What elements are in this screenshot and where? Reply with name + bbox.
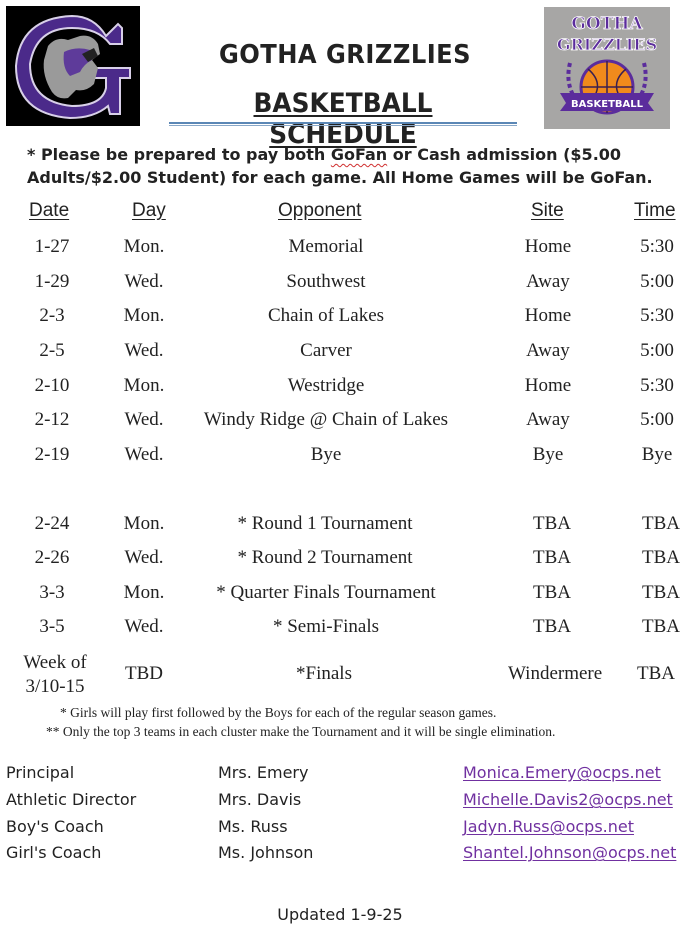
row-time: 5:30: [640, 236, 674, 257]
row-time: TBA: [637, 663, 675, 684]
row-opponent: * Round 2 Tournament: [237, 547, 413, 568]
row-date: 2-5: [39, 340, 65, 361]
row-opponent: Southwest: [286, 271, 366, 292]
row-site: Windermere: [508, 663, 603, 684]
contact-role: Athletic Director: [6, 790, 137, 809]
column-header-opponent: Opponent: [278, 200, 362, 221]
row-time: TBA: [642, 547, 680, 568]
row-time: 5:30: [640, 305, 674, 326]
column-header-date: Date: [29, 200, 70, 221]
title-divider-secondary: [169, 125, 517, 126]
column-header-time: Time: [634, 200, 676, 221]
row-time: 5:00: [640, 409, 674, 430]
row-opponent: *Finals: [296, 663, 352, 684]
row-site: Away: [526, 340, 570, 361]
row-opponent: * Quarter Finals Tournament: [216, 582, 436, 603]
row-day: TBD: [125, 663, 163, 684]
row-date: 2-19: [34, 444, 70, 465]
row-date: 1-27: [34, 236, 70, 257]
contact-role: Girl's Coach: [6, 843, 102, 862]
admission-notice: [27, 143, 677, 189]
row-opponent: Windy Ridge @ Chain of Lakes: [203, 409, 449, 430]
contact-name: Ms. Russ: [218, 817, 288, 836]
updated-date: Updated 1-9-25: [277, 905, 403, 924]
row-site: Home: [524, 305, 572, 326]
row-date: 2-3: [39, 305, 65, 326]
contact-role: Boy's Coach: [6, 817, 104, 836]
row-site: Away: [526, 271, 570, 292]
svg-text:GRIZZLIES: GRIZZLIES: [556, 35, 658, 54]
row-date: 2-26: [34, 547, 70, 568]
row-day: Mon.: [123, 513, 165, 534]
page-subtitle: BASKETBALL SCHEDULE: [253, 88, 433, 150]
basketball-emblem-icon: [544, 7, 670, 129]
row-day: Wed.: [124, 409, 164, 430]
grizzly-g-logo-icon: [6, 6, 140, 126]
row-opponent: Bye: [310, 444, 342, 465]
footnote-girls-first: * Girls will play first followed by the Boys for each of the regular season games.: [60, 705, 497, 720]
contact-email-link[interactable]: Jadyn.Russ@ocps.net: [463, 817, 635, 836]
svg-text:BASKETBALL: BASKETBALL: [570, 99, 644, 110]
notice-text-start: * Please be prepared to pay both: [27, 145, 331, 164]
row-site: TBA: [533, 616, 571, 637]
contact-name: Ms. Johnson: [218, 843, 314, 862]
contact-email-link[interactable]: Monica.Emery@ocps.net: [463, 763, 661, 782]
contact-name: Mrs. Davis: [218, 790, 302, 809]
contact-name: Mrs. Emery: [218, 763, 309, 782]
row-site: TBA: [533, 513, 571, 534]
row-opponent: Memorial: [288, 236, 364, 257]
contact-email-link[interactable]: Michelle.Davis2@ocps.net: [463, 790, 673, 809]
row-opponent: * Semi-Finals: [272, 616, 380, 637]
row-site: TBA: [533, 547, 571, 568]
row-site: Away: [526, 409, 570, 430]
row-time: 5:00: [640, 271, 674, 292]
row-date: 3-5: [39, 616, 65, 637]
row-time: 5:00: [640, 340, 674, 361]
contact-email-link[interactable]: Shantel.Johnson@ocps.net: [463, 843, 677, 862]
column-header-day: Day: [132, 200, 166, 221]
row-day: Mon.: [123, 582, 165, 603]
notice-text-end: or Cash admission ($5.00 Adults/$2.00 Student) for each game. All Home Games will be GoFan.: [27, 145, 653, 187]
row-site: Bye: [532, 444, 564, 465]
gofan-spellcheck-word: GoFan: [330, 145, 388, 164]
footnote-tournament: ** Only the top 3 teams in each cluster make the Tournament and it will be single elimination.: [46, 724, 556, 739]
row-site: Home: [524, 236, 572, 257]
row-date-line2: 3/10-15: [25, 676, 85, 697]
row-opponent: Westridge: [287, 375, 365, 396]
row-date: [10, 651, 100, 699]
row-date: 1-29: [34, 271, 70, 292]
row-date-line1: Week of: [23, 652, 87, 673]
row-site: TBA: [533, 582, 571, 603]
row-day: Mon.: [123, 236, 165, 257]
contact-role: Principal: [6, 763, 75, 782]
row-time: 5:30: [640, 375, 674, 396]
row-date: 2-10: [34, 375, 70, 396]
row-time: Bye: [641, 444, 673, 465]
row-day: Wed.: [124, 616, 164, 637]
row-opponent: Chain of Lakes: [267, 305, 385, 326]
title-divider: [169, 122, 517, 124]
row-day: Mon.: [123, 305, 165, 326]
page-title: GOTHA GRIZZLIES: [218, 40, 472, 70]
row-day: Mon.: [123, 375, 165, 396]
row-day: Wed.: [124, 271, 164, 292]
row-date: 2-24: [34, 513, 70, 534]
row-time: TBA: [642, 616, 680, 637]
row-day: Wed.: [124, 547, 164, 568]
row-time: TBA: [642, 513, 680, 534]
row-day: Wed.: [124, 444, 164, 465]
row-date: 2-12: [34, 409, 70, 430]
row-date: 3-3: [39, 582, 65, 603]
row-site: Home: [524, 375, 572, 396]
row-opponent: Carver: [300, 340, 352, 361]
row-day: Wed.: [124, 340, 164, 361]
row-time: TBA: [642, 582, 680, 603]
row-opponent: * Round 1 Tournament: [237, 513, 413, 534]
svg-text:GOTHA: GOTHA: [571, 14, 643, 34]
column-header-site: Site: [531, 200, 564, 221]
